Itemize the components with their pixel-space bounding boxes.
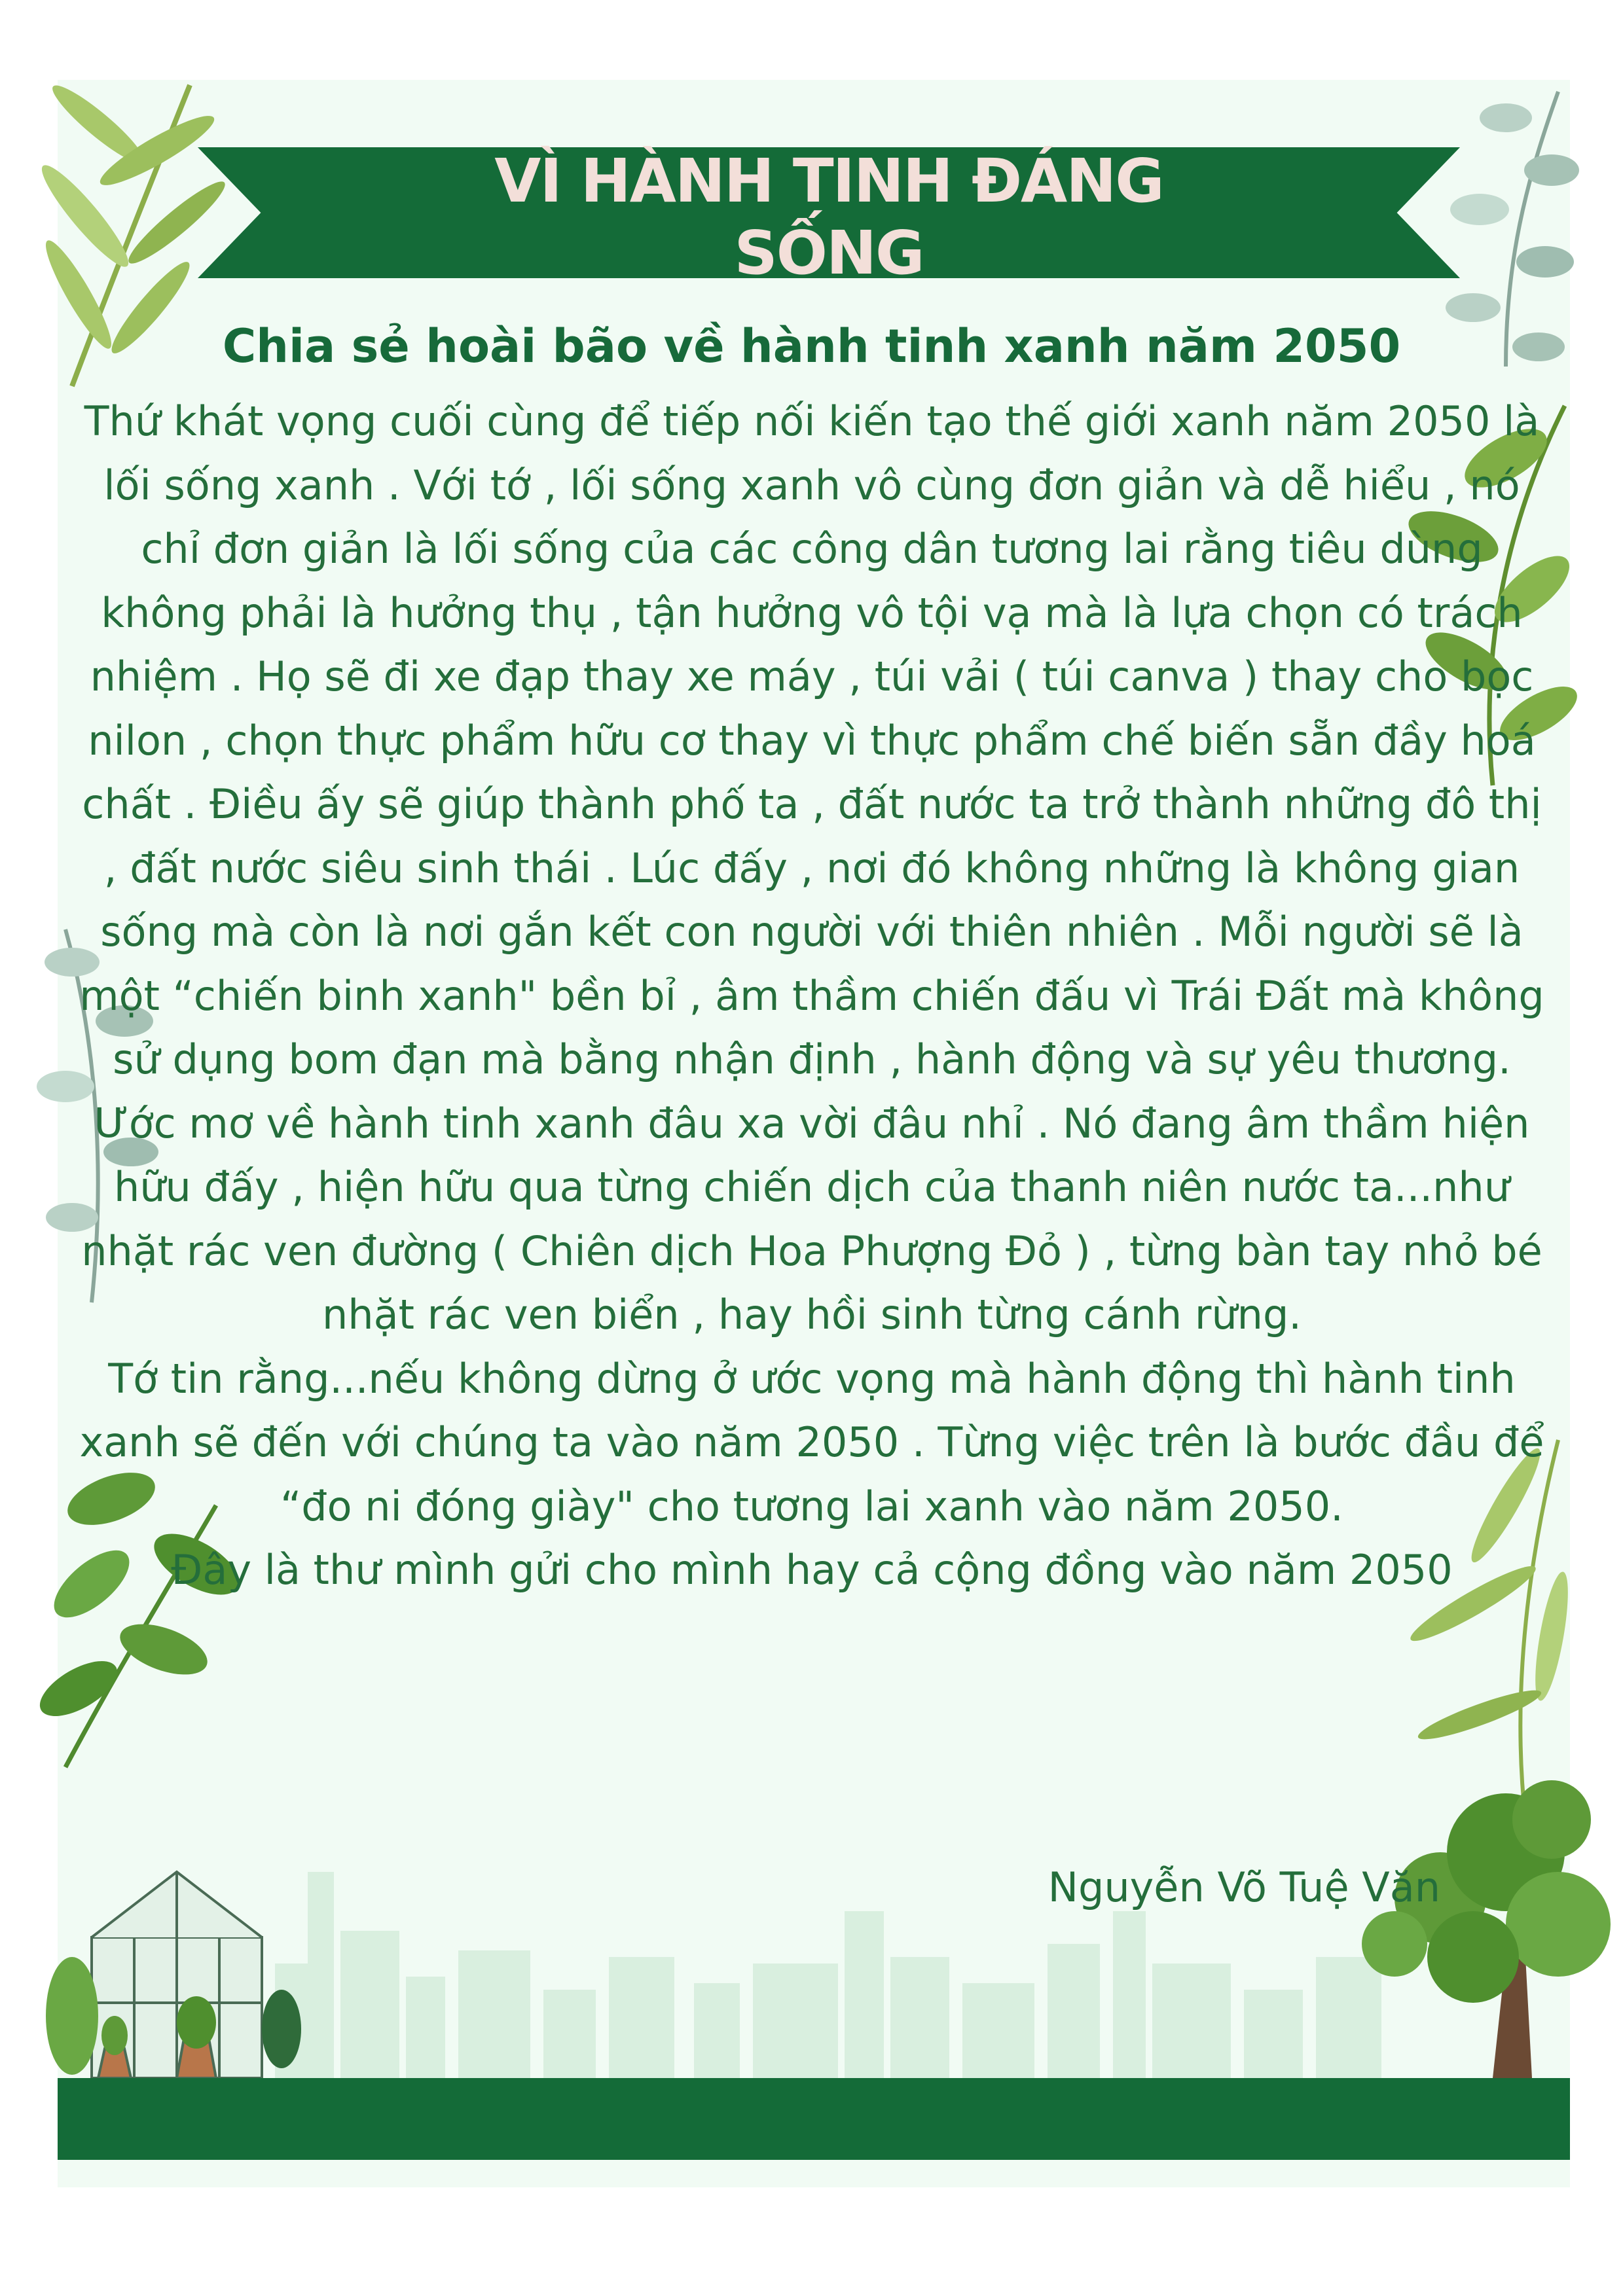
greenhouse-icon: [46, 1872, 301, 2078]
paragraph: Ước mơ về hành tinh xanh đâu xa vời đâu nhỉ . Nó đang âm thầm hiện hữu đấy , hiện hữu qua từng chiến dịch của thanh niên nước ta...như nhặt rác ven đường ( Chiên dịch Hoa Phượng Đỏ ) , từng bàn tay nhỏ bé nhặt rác ven biển , hay hồi sinh từng cánh rừng.: [81, 1099, 1542, 1338]
tree-icon: [1362, 1780, 1611, 2078]
paragraph: Tớ tin rằng...nếu không dừng ở ước vọng mà hành động thì hành tinh xanh sẽ đến với chúng ta vào năm 2050 . Từng việc trên là bước đầu để “đo ni đóng giày" cho tương lai xanh vào năm 2050.: [79, 1354, 1544, 1530]
signature: Nguyễn Võ Tuệ Văn: [1048, 1863, 1440, 1911]
paragraph: Thứ khát vọng cuối cùng để tiếp nối kiến tạo thế giới xanh năm 2050 là lối sống xanh . Với tớ , lối sống xanh vô cùng đơn giản và dễ hiểu , nó chỉ đơn giản là lối sống của các công dân tương lai rằng tiêu dùng không phải là hưởng thụ , tận hưởng vô tội vạ mà là lựa chọn có trách nhiệm . Họ sẽ đi xe đạp thay xe máy , túi vải ( túi canva ) thay cho bọc nilon , chọn thực phẩm hữu cơ thay vì thực phẩm chế biến sẵn đầy hoá chất . Điều ấy sẽ giúp thành phố ta , đất nước ta trở thành những đô thị , đất nước siêu sinh thái . Lúc đấy , nơi đó không những là không gian sống mà còn là nơi gắn kết con người với thiên nhiên . Mỗi người sẽ là một “chiến binh xanh" bền bỉ , âm thầm chiến đấu vì Trái Đất mà không sử dụng bom đạn mà bằng nhận định , hành động và sự yêu thương.: [79, 397, 1544, 1083]
page-title: [198, 145, 1460, 289]
title-line-1: VÌ HÀNH TINH ĐÁNG: [494, 146, 1163, 216]
title-line-2: SỐNG: [734, 218, 924, 288]
page-subtitle: Chia sẻ hoài bão về hành tinh xanh năm 2050: [222, 319, 1401, 373]
footer-band: [58, 2078, 1570, 2160]
letter-body: [79, 389, 1545, 1602]
paragraph: Đây là thư mình gửi cho mình hay cả cộng đồng vào năm 2050: [171, 1546, 1453, 1594]
